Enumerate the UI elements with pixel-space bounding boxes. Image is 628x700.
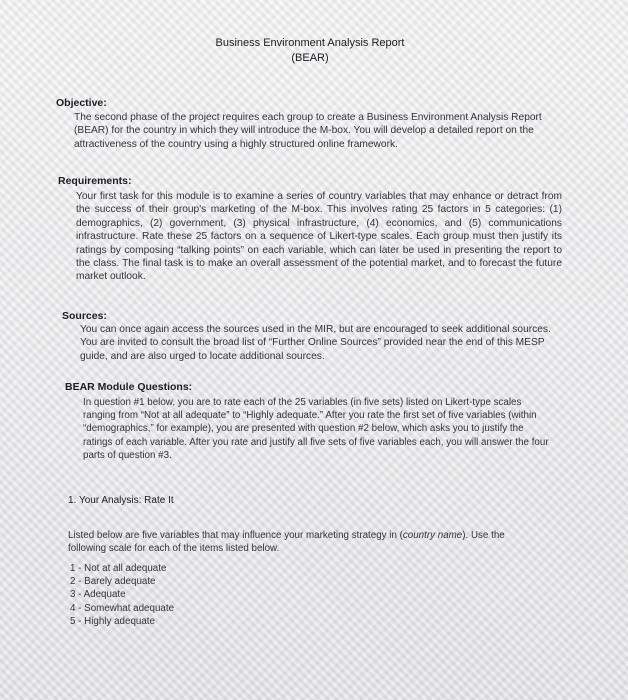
objective-heading: Objective: xyxy=(56,97,107,109)
scale-item: 1 - Not at all adequate xyxy=(70,563,167,574)
scale-item: 4 - Somewhat adequate xyxy=(70,602,175,614)
scale-item: 5 - Highly adequate xyxy=(70,615,155,627)
analysis-heading: 1. Your Analysis: Rate It xyxy=(68,495,174,506)
analysis-intro-after: ). Use the following scale for each of the items listed below. xyxy=(68,530,505,555)
objective-text: The second phase of the project requires each group to create a Business Environment Analysis Report (BEAR) for the country in which they will introduce the M-box. You will develop a detailed report on the attractiveness of the country using a highly structured online framework. xyxy=(74,112,542,150)
sources-text: You can once again access the sources used in the MIR, but are encouraged to seek additional sources. You are invited to consult the broad list of “Further Online Sources” provided near the end of this MESP guide, and are also urged to locate additional sources. xyxy=(80,324,551,362)
report-title: Business Environment Analysis Report xyxy=(215,37,405,49)
sources-heading: Sources: xyxy=(62,310,107,322)
analysis-intro-before: Listed below are five variables that may influence your marketing strategy in ( xyxy=(68,530,403,541)
analysis-intro xyxy=(68,529,544,555)
bear-questions-text: In question #1 below, you are to rate each of the 25 variables (in five sets) listed on Likert-type scales ranging from “Not at all adequate” to “Highly adequate.” After you rate the first set of five variables (within “demographics,” for example), you are presented with question #2 below, which asks you to justify the ratings of each variable. After you rate and justify all five sets of five variables each, you will answer the four parts of question #3. xyxy=(83,397,549,461)
scale-item: 2 - Barely adequate xyxy=(70,576,156,588)
report-title-block xyxy=(160,36,460,66)
report-subtitle: (BEAR) xyxy=(291,52,329,64)
requirements-heading: Requirements: xyxy=(58,175,132,187)
rating-scale-list xyxy=(70,562,174,628)
requirements-text: Your first task for this module is to examine a series of country variables that may enhance or detract from the success of their group's marketing of the M-box. This involves rating 25 factors in 5 categories: (1) demographics, (2) government, (3) physical infrastructure, (4) economics, and (5) communications infrastructure. Rate these 25 factors on a sequence of Likert-type scales. Each group must then justify its ratings by composing “talking points” on each variable, which can later be used in presenting the report to the class. The final task is to make an overall assessment of the potential market, and to forecast the future market outlook. xyxy=(76,191,562,283)
bear-questions-heading: BEAR Module Questions: xyxy=(65,381,193,393)
analysis-intro-country-placeholder: country name xyxy=(402,530,463,541)
scale-item: 3 - Adequate xyxy=(70,589,126,601)
